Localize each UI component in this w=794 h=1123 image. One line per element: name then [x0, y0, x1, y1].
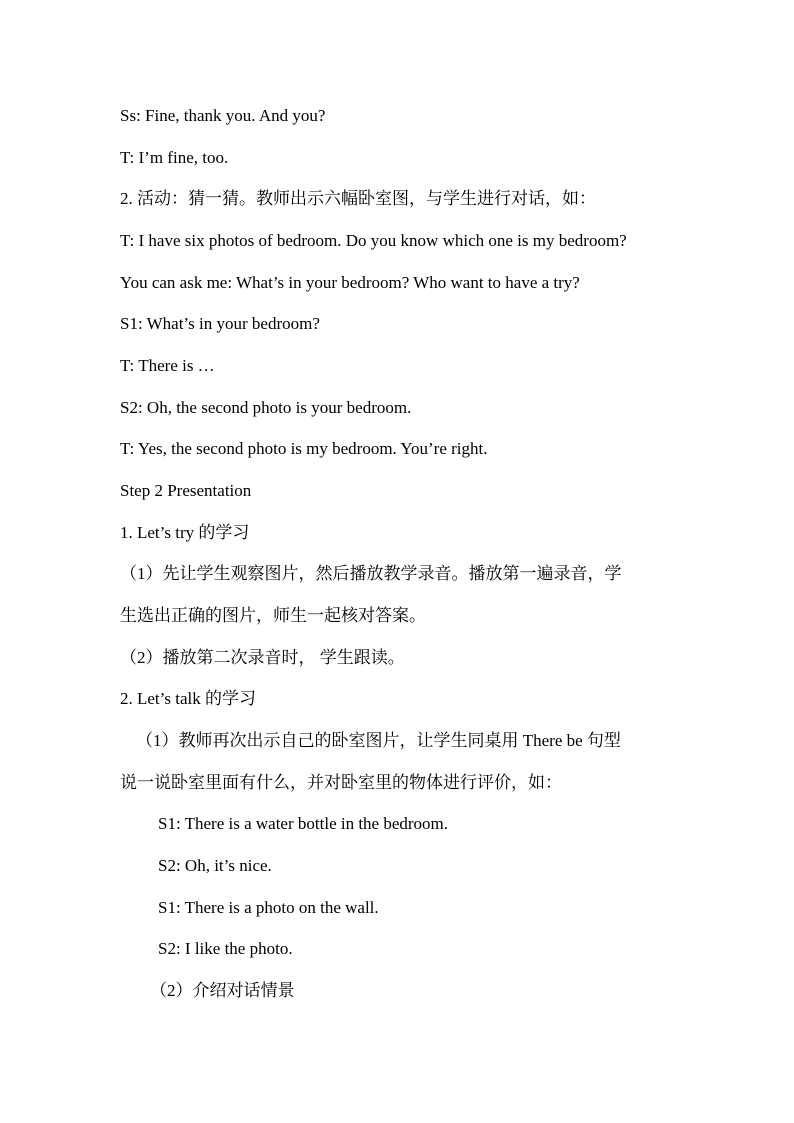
dialogue-line: T: I have six photos of bedroom. Do you know which one is my bedroom? [120, 231, 627, 250]
subsection-heading: 2. Let’s talk 的学习 [120, 689, 256, 708]
activity-heading: 2. 活动：猜一猜。教师出示六幅卧室图，与学生进行对话，如： [120, 189, 596, 208]
paragraph-line: （2）介绍对话情景 [150, 981, 295, 1000]
section-heading: Step 2 Presentation [120, 481, 252, 500]
paragraph-line: 说一说卧室里面有什么，并对卧室里的物体进行评价，如： [120, 773, 562, 792]
dialogue-line: T: Yes, the second photo is my bedroom. You’re right. [120, 439, 488, 458]
subsection-heading: 1. Let’s try 的学习 [120, 523, 250, 542]
dialogue-line: T: There is … [120, 356, 215, 375]
dialogue-line: S1: What’s in your bedroom? [120, 314, 320, 333]
paragraph-line: （1）教师再次出示自己的卧室图片，让学生同桌用 There be 句型 [136, 731, 621, 750]
dialogue-line: T: I’m fine, too. [120, 148, 229, 167]
dialogue-line: S1: There is a photo on the wall. [158, 898, 379, 917]
dialogue-line: S1: There is a water bottle in the bedroom. [158, 814, 449, 833]
dialogue-line: S2: I like the photo. [158, 939, 293, 958]
dialogue-line: Ss: Fine, thank you. And you? [120, 106, 326, 125]
paragraph-line: 生选出正确的图片，师生一起核对答案。 [120, 606, 426, 625]
dialogue-line: S2: Oh, the second photo is your bedroom. [120, 398, 412, 417]
dialogue-line: S2: Oh, it’s nice. [158, 856, 272, 875]
paragraph-line: （1）先让学生观察图片，然后播放教学录音。播放第一遍录音，学 [120, 564, 622, 583]
paragraph-line: （2）播放第二次录音时， 学生跟读。 [120, 648, 405, 667]
dialogue-line: You can ask me: What’s in your bedroom? Who want to have a try? [120, 273, 580, 292]
